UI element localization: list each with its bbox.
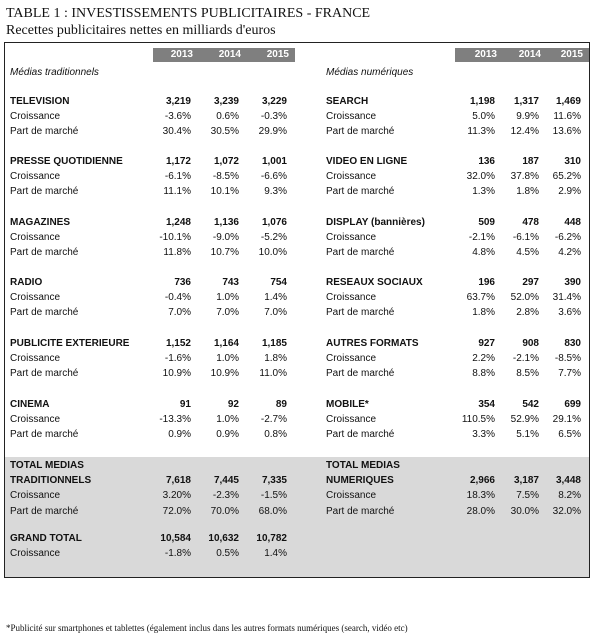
row-label: Croissance <box>10 353 61 365</box>
table-row <box>326 489 581 503</box>
row-label: MOBILE* <box>326 399 369 410</box>
value-cell: 736 <box>174 277 191 288</box>
value-cell: 4.2% <box>558 247 581 259</box>
value-cell: 0.6% <box>216 111 239 123</box>
value-cell: 4.8% <box>472 247 495 259</box>
value-cell: -8.5% <box>212 171 239 183</box>
row-label: MAGAZINES <box>10 217 70 228</box>
table-row <box>10 489 287 503</box>
table-row <box>10 246 287 260</box>
row-label: Part de marché <box>10 247 79 259</box>
table-row <box>10 125 287 139</box>
row-label: GRAND TOTAL <box>10 533 82 544</box>
value-cell: 10,584 <box>160 533 191 544</box>
value-cell: 136 <box>478 156 495 167</box>
row-label: Part de marché <box>326 505 395 517</box>
value-cell: 3,448 <box>555 475 581 487</box>
table-subtitle: Recettes publicitaires nettes en milliards d'euros <box>6 23 276 38</box>
value-cell: 1,136 <box>213 217 239 228</box>
value-cell: 52.0% <box>510 292 539 304</box>
row-label: VIDEO EN LIGNE <box>326 156 408 167</box>
table-row-category <box>326 474 581 488</box>
value-cell: 1,198 <box>469 96 495 107</box>
value-cell: 187 <box>522 156 539 167</box>
table-row-category <box>10 337 287 351</box>
value-cell: 7,618 <box>165 475 191 487</box>
row-label: Croissance <box>326 490 377 502</box>
value-cell: 91 <box>179 399 191 410</box>
value-cell: 927 <box>478 338 495 349</box>
value-cell: 1.0% <box>216 292 239 304</box>
value-cell: 70.0% <box>210 505 239 517</box>
value-cell: 8.5% <box>516 368 539 380</box>
traditional-media-heading: Médias traditionnels <box>10 67 99 78</box>
value-cell: 11.1% <box>163 186 191 198</box>
value-cell: 297 <box>522 277 539 288</box>
value-cell: 1.4% <box>264 548 287 560</box>
value-cell: -0.3% <box>260 111 287 123</box>
value-cell: 0.5% <box>216 548 239 560</box>
value-cell: -1.6% <box>164 353 191 365</box>
row-label: TELEVISION <box>10 96 70 107</box>
year-header-cell: 2013 <box>474 49 497 60</box>
value-cell: -2.1% <box>512 353 539 365</box>
row-label: Croissance <box>326 414 377 426</box>
table-row <box>326 428 581 442</box>
value-cell: 478 <box>522 217 539 228</box>
value-cell: -0.4% <box>164 292 191 304</box>
value-cell: 9.9% <box>516 111 539 123</box>
row-label: TRADITIONNELS <box>10 475 92 487</box>
year-header-cell: 2013 <box>170 49 193 60</box>
row-label: DISPLAY (bannières) <box>326 217 425 228</box>
table-row <box>10 367 287 381</box>
value-cell: 754 <box>270 277 287 288</box>
value-cell: 8.2% <box>558 490 581 502</box>
value-cell: 65.2% <box>552 171 581 183</box>
table-row-category <box>10 216 287 230</box>
row-label: Croissance <box>10 292 61 304</box>
value-cell: 1,172 <box>165 156 191 167</box>
value-cell: 196 <box>478 277 495 288</box>
value-cell: 3,229 <box>261 96 287 107</box>
row-label: CINEMA <box>10 399 50 410</box>
value-cell: 30.0% <box>510 505 539 517</box>
value-cell: 1,152 <box>165 338 191 349</box>
value-cell: -13.3% <box>159 414 191 426</box>
value-cell: -3.6% <box>164 111 191 123</box>
value-cell: 1,164 <box>213 338 239 349</box>
value-cell: 542 <box>522 399 539 410</box>
table-row <box>10 185 287 199</box>
value-cell: 3.6% <box>558 307 581 319</box>
row-label: Croissance <box>10 111 61 123</box>
table-row <box>10 291 287 305</box>
value-cell: 1.0% <box>216 414 239 426</box>
value-cell: 2.9% <box>558 186 581 198</box>
value-cell: 72.0% <box>162 505 191 517</box>
table-row <box>10 428 287 442</box>
table-row-category <box>10 95 287 109</box>
row-label: RESEAUX SOCIAUX <box>326 277 423 288</box>
value-cell: 11.6% <box>553 111 581 123</box>
table-row-category <box>10 474 287 488</box>
value-cell: 7.0% <box>168 307 191 319</box>
value-cell: 29.1% <box>552 414 581 426</box>
table-row <box>326 413 581 427</box>
value-cell: -2.1% <box>468 232 495 244</box>
value-cell: -5.2% <box>260 232 287 244</box>
value-cell: 3,187 <box>513 475 539 487</box>
value-cell: 31.4% <box>552 292 581 304</box>
value-cell: 1,317 <box>513 96 539 107</box>
value-cell: 1,076 <box>261 217 287 228</box>
value-cell: 390 <box>564 277 581 288</box>
table-row <box>10 170 287 184</box>
row-label: TOTAL MEDIAS <box>10 460 84 471</box>
table-row <box>326 125 581 139</box>
value-cell: -8.5% <box>554 353 581 365</box>
row-label: Part de marché <box>326 247 395 259</box>
year-header-cell: 2014 <box>518 49 541 60</box>
value-cell: -2.7% <box>260 414 287 426</box>
row-label: Croissance <box>10 171 61 183</box>
value-cell: 10,782 <box>256 533 287 544</box>
value-cell: 10.0% <box>258 247 287 259</box>
value-cell: 1.3% <box>472 186 495 198</box>
row-label: Croissance <box>10 414 61 426</box>
value-cell: 0.9% <box>168 429 191 441</box>
row-label: Part de marché <box>10 429 79 441</box>
value-cell: 1,072 <box>213 156 239 167</box>
value-cell: 11.3% <box>467 126 495 138</box>
value-cell: 699 <box>564 399 581 410</box>
value-cell: 8.8% <box>472 368 495 380</box>
value-cell: 7.7% <box>558 368 581 380</box>
row-label: Croissance <box>326 111 377 123</box>
value-cell: 18.3% <box>466 490 495 502</box>
value-cell: 4.5% <box>516 247 539 259</box>
table-title: TABLE 1 : INVESTISSEMENTS PUBLICITAIRES - FRANCE <box>6 6 371 21</box>
value-cell: 11.0% <box>259 368 287 380</box>
table-row <box>326 231 581 245</box>
value-cell: 110.5% <box>461 414 495 426</box>
row-label: Croissance <box>326 353 377 365</box>
value-cell: 2,966 <box>469 475 495 487</box>
value-cell: 310 <box>564 156 581 167</box>
value-cell: 2.8% <box>516 307 539 319</box>
row-label: Part de marché <box>326 429 395 441</box>
value-cell <box>151 459 191 473</box>
year-header-right <box>455 48 589 62</box>
row-label: Part de marché <box>10 186 79 198</box>
table-row <box>326 367 581 381</box>
value-cell: 830 <box>564 338 581 349</box>
table-row <box>326 246 581 260</box>
value-cell: 354 <box>478 399 495 410</box>
value-cell: -2.3% <box>212 490 239 502</box>
footnote: *Publicité sur smartphones et tablettes (également inclus dans les autres formats numériques (search, vidéo etc) <box>6 623 408 633</box>
value-cell: 7,335 <box>261 475 287 487</box>
table-row <box>10 306 287 320</box>
table-row <box>10 505 287 519</box>
value-cell: 32.0% <box>466 171 495 183</box>
row-label: Part de marché <box>326 126 395 138</box>
value-cell: 1,001 <box>261 156 287 167</box>
table-row-category <box>10 459 287 473</box>
row-label: Part de marché <box>10 126 79 138</box>
value-cell: 28.0% <box>466 505 495 517</box>
table-row <box>10 547 287 561</box>
value-cell <box>453 459 495 473</box>
value-cell: 509 <box>478 217 495 228</box>
value-cell: 29.9% <box>258 126 287 138</box>
row-label: Croissance <box>326 171 377 183</box>
table-row <box>326 505 581 519</box>
value-cell: 63.7% <box>466 292 495 304</box>
digital-media-heading: Médias numériques <box>326 67 414 78</box>
value-cell: 3.3% <box>472 429 495 441</box>
value-cell: 11.8% <box>163 247 191 259</box>
table-row-category <box>326 276 581 290</box>
value-cell: 30.5% <box>210 126 239 138</box>
year-header-cell: 2015 <box>266 49 289 60</box>
table-row-category <box>326 459 581 473</box>
value-cell: 3,219 <box>165 96 191 107</box>
row-label: Croissance <box>10 548 61 560</box>
value-cell: 1,469 <box>555 96 581 107</box>
table-row-category <box>10 398 287 412</box>
row-label: Part de marché <box>10 505 79 517</box>
value-cell: 6.5% <box>558 429 581 441</box>
row-label: Part de marché <box>10 307 79 319</box>
table-row-category <box>326 155 581 169</box>
row-label: Part de marché <box>326 307 395 319</box>
value-cell: -9.0% <box>212 232 239 244</box>
row-label: RADIO <box>10 277 43 288</box>
row-label: SEARCH <box>326 96 369 107</box>
table-row <box>326 170 581 184</box>
value-cell: -6.6% <box>260 171 287 183</box>
row-label: Croissance <box>10 232 61 244</box>
table-row-category <box>326 95 581 109</box>
value-cell: 10,632 <box>208 533 239 544</box>
value-cell: 89 <box>275 399 287 410</box>
table-row <box>10 413 287 427</box>
row-label: PRESSE QUOTIDIENNE <box>10 156 123 167</box>
value-cell <box>239 459 287 473</box>
value-cell: 7,445 <box>213 475 239 487</box>
value-cell: -6.1% <box>164 171 191 183</box>
value-cell: 1.8% <box>472 307 495 319</box>
value-cell: 7.5% <box>516 490 539 502</box>
table-row <box>326 352 581 366</box>
value-cell: -1.8% <box>164 548 191 560</box>
table-row-category <box>326 337 581 351</box>
table-row-category <box>326 398 581 412</box>
year-header-cell: 2014 <box>218 49 241 60</box>
row-label: Croissance <box>10 490 61 502</box>
table-row-category <box>10 532 287 546</box>
value-cell: 7.0% <box>216 307 239 319</box>
table-row <box>10 110 287 124</box>
table-row-category <box>10 276 287 290</box>
value-cell: 68.0% <box>258 505 287 517</box>
value-cell: 5.1% <box>516 429 539 441</box>
row-label: NUMERIQUES <box>326 475 394 487</box>
value-cell: 743 <box>222 277 239 288</box>
table-row <box>326 306 581 320</box>
value-cell: 1,248 <box>165 217 191 228</box>
value-cell: 1.8% <box>516 186 539 198</box>
table-row <box>10 352 287 366</box>
value-cell: 7.0% <box>264 307 287 319</box>
value-cell: 1.8% <box>264 353 287 365</box>
value-cell: 2.2% <box>472 353 495 365</box>
value-cell: 0.9% <box>216 429 239 441</box>
table-row-category <box>10 155 287 169</box>
value-cell <box>191 459 239 473</box>
value-cell: 52.9% <box>510 414 539 426</box>
value-cell: 5.0% <box>472 111 495 123</box>
row-label: PUBLICITE EXTERIEURE <box>10 338 130 349</box>
value-cell <box>539 459 581 473</box>
row-label: AUTRES FORMATS <box>326 338 419 349</box>
value-cell: 10.1% <box>210 186 239 198</box>
value-cell: -10.1% <box>159 232 191 244</box>
value-cell: 448 <box>564 217 581 228</box>
value-cell: 37.8% <box>510 171 539 183</box>
value-cell: 30.4% <box>162 126 191 138</box>
value-cell <box>495 459 539 473</box>
value-cell: 10.9% <box>210 368 239 380</box>
value-cell: 0.8% <box>264 429 287 441</box>
row-label: Croissance <box>326 292 377 304</box>
table-row <box>326 185 581 199</box>
value-cell: 10.7% <box>210 247 239 259</box>
value-cell: 1.4% <box>264 292 287 304</box>
value-cell: 1.0% <box>216 353 239 365</box>
value-cell: 908 <box>522 338 539 349</box>
value-cell: -1.5% <box>260 490 287 502</box>
row-label: Part de marché <box>10 368 79 380</box>
value-cell: 32.0% <box>552 505 581 517</box>
value-cell: 10.9% <box>162 368 191 380</box>
table-row <box>326 291 581 305</box>
value-cell: 92 <box>227 399 239 410</box>
value-cell: 12.4% <box>510 126 539 138</box>
year-header-left <box>153 48 295 62</box>
year-header-cell: 2015 <box>560 49 583 60</box>
value-cell: 3.20% <box>162 490 191 502</box>
value-cell: -6.2% <box>554 232 581 244</box>
value-cell: 3,239 <box>213 96 239 107</box>
row-label: Part de marché <box>326 186 395 198</box>
value-cell: -6.1% <box>512 232 539 244</box>
value-cell: 13.6% <box>552 126 581 138</box>
row-label: Part de marché <box>326 368 395 380</box>
table-row <box>326 110 581 124</box>
row-label: Croissance <box>326 232 377 244</box>
row-label: TOTAL MEDIAS <box>326 460 400 471</box>
table-row-category <box>326 216 581 230</box>
value-cell: 9.3% <box>264 186 287 198</box>
table-row <box>10 231 287 245</box>
value-cell: 1,185 <box>261 338 287 349</box>
